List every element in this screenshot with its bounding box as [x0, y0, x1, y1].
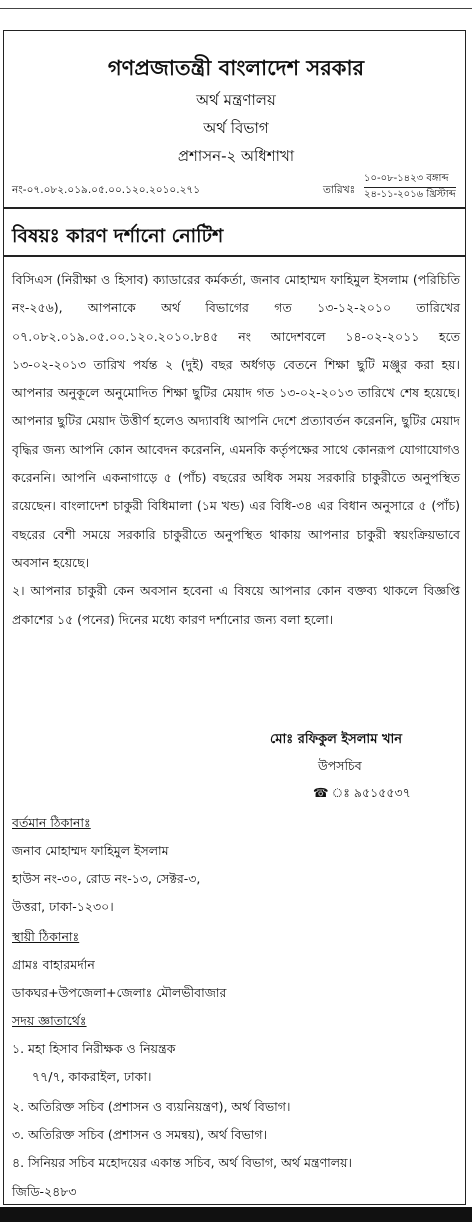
present-address-line: হাউস নং-৩০, রোড নং-১৩, সেক্টর-৩,: [12, 871, 201, 886]
bottom-dark-bar: [0, 1207, 472, 1222]
gd-number: জিডি-২৪৮৩: [12, 1184, 77, 1199]
distribution-item: ২. অতিরিক্ত সচিব (প্রশাসন ও ব্যয়নিয়ন্ত্রণ), অর্থ বিভাগ।: [12, 1099, 291, 1114]
phone-number: ঃ ৯৫১৫৫৩৭: [331, 785, 411, 800]
body-paragraph-2: ২। আপনার চাকুরী কেন অবসান হবেনা এ বিষয়ে আপনার কোন বক্তব্য থাকলে বিজ্ঞপ্তি প্রকাশের ১৫ (পনের) দিনের মধ্যে কারণ দর্শানোর জন্য বলা হলো।: [12, 583, 460, 627]
distribution-item: ১. মহা হিসাব নিরীক্ষক ও নিয়ন্ত্রক: [12, 1041, 176, 1056]
distribution-item: ৭৭/৭, কাকরাইল, ঢাকা।: [32, 1069, 152, 1084]
top-separator-line: [0, 8, 472, 9]
date-bangla: ১০-০৮-১৪২৩ বঙ্গাব্দ: [364, 173, 456, 188]
date-english: ২৪-১১-২০১৬ খ্রিস্টাব্দ: [364, 188, 456, 200]
present-address-line: জনাব মোহাম্মদ ফাহিমুল ইসলাম: [12, 843, 169, 858]
date-block: [364, 173, 456, 201]
present-address-line: উত্তরা, ঢাকা-১২৩০।: [12, 899, 114, 914]
telephone-icon: ☎: [313, 785, 329, 800]
present-address-heading: বর্তমান ঠিকানাঃ: [12, 815, 91, 830]
signatory-phone: [313, 785, 411, 805]
permanent-address-line: ডাকঘর+উপজেলা+জেলাঃ মৌলভীবাজার: [12, 985, 227, 1000]
ministry-name: অর্থ মন্ত্রণালয়: [196, 91, 276, 109]
notice-body: [12, 266, 460, 634]
signatory-designation: উপসচিব: [318, 758, 362, 773]
memo-number: নং-০৭.০৮২.০১৯.০৫.০০.১২০.২০১০.২৭১: [12, 184, 201, 196]
distribution-heading: সদয় জ্ঞাতার্থেঃ: [12, 1013, 87, 1028]
distribution-item: ৩. অতিরিক্ত সচিব (প্রশাসন ও সমন্বয়), অর্থ বিভাগ।: [12, 1127, 268, 1142]
permanent-address-heading: স্থায়ী ঠিকানাঃ: [12, 929, 80, 944]
branch-name: প্রশাসন-২ অধিশাখা: [177, 147, 295, 165]
subject-top-rule: [3, 207, 466, 209]
division-name: অর্থ বিভাগ: [203, 119, 269, 137]
distribution-item: ৪. সিনিয়র সচিব মহোদয়ের একান্ত সচিব, অর্থ বিভাগ, অর্থ মন্ত্রণালয়।: [12, 1155, 352, 1170]
signatory-name: মোঃ রফিকুল ইসলাম খান: [270, 732, 403, 747]
date-label: তারিখঃ: [323, 184, 356, 196]
body-paragraph-1: বিসিএস (নিরীক্ষা ও হিসাব) ক্যাডারের কর্মকর্তা, জনাব মোহাম্মদ ফাহিমুল ইসলাম (পরিচিতি নং-২৫৬), আপনাকে অর্থ বিভাগের গত ১৩-১২-২০১০ তারিখের ০৭.০৮২.০১৯.০৫.০০.১২০.২০১০.৮৪৫ নং আদেশবলে ১৪-০২-২০১১ হতে ১৩-০২-২০১৩ তারিখ পর্যন্ত ২ (দুই) বছর অর্ধগড় বেতনে শিক্ষা ছুটি মঞ্জুর করা হয়। আপনার অনুকূলে অনুমোদিত শিক্ষা ছুটির মেয়াদ গত ১৩-০২-২০১৩ তারিখে শেষ হয়েছে। আপনার ছুটির মেয়াদ উত্তীর্ণ হলেও অদ্যাবধি আপনি দেশে প্রত্যাবর্তন করেননি, ছুটির মেয়াদ বৃদ্ধির জন্য আপনি কোন আবেদন করেননি, এমনকি কর্তৃপক্ষের সাথে কোনরূপ যোগাযোগও করেননি। আপনি একনাগাড়ে ৫ (পাঁচ) বছরের অধিক সময় সরকারি চাকুরীতে অনুপস্থিত রয়েছেন। বাংলাদেশ চাকুরী বিধিমালা (১ম খন্ড) এর বিধি-৩৪ এর বিধান অনুসারে ৫ (পাঁচ) বছরের বেশী সময়ে সরকারি চাকুরীতে অনুপস্থিত থাকায় আপনার চাকুরী স্বয়ংক্রিয়ভাবে অবসান হয়েছে।: [12, 272, 460, 570]
government-title: গণপ্রজাতন্ত্রী বাংলাদেশ সরকার: [107, 56, 365, 80]
subject-heading: বিষয়ঃ কারণ দর্শানো নোটিশ: [12, 225, 224, 247]
permanent-address-line: গ্রামঃ বাহারমর্দান: [12, 957, 95, 972]
subject-bottom-rule: [3, 255, 466, 257]
